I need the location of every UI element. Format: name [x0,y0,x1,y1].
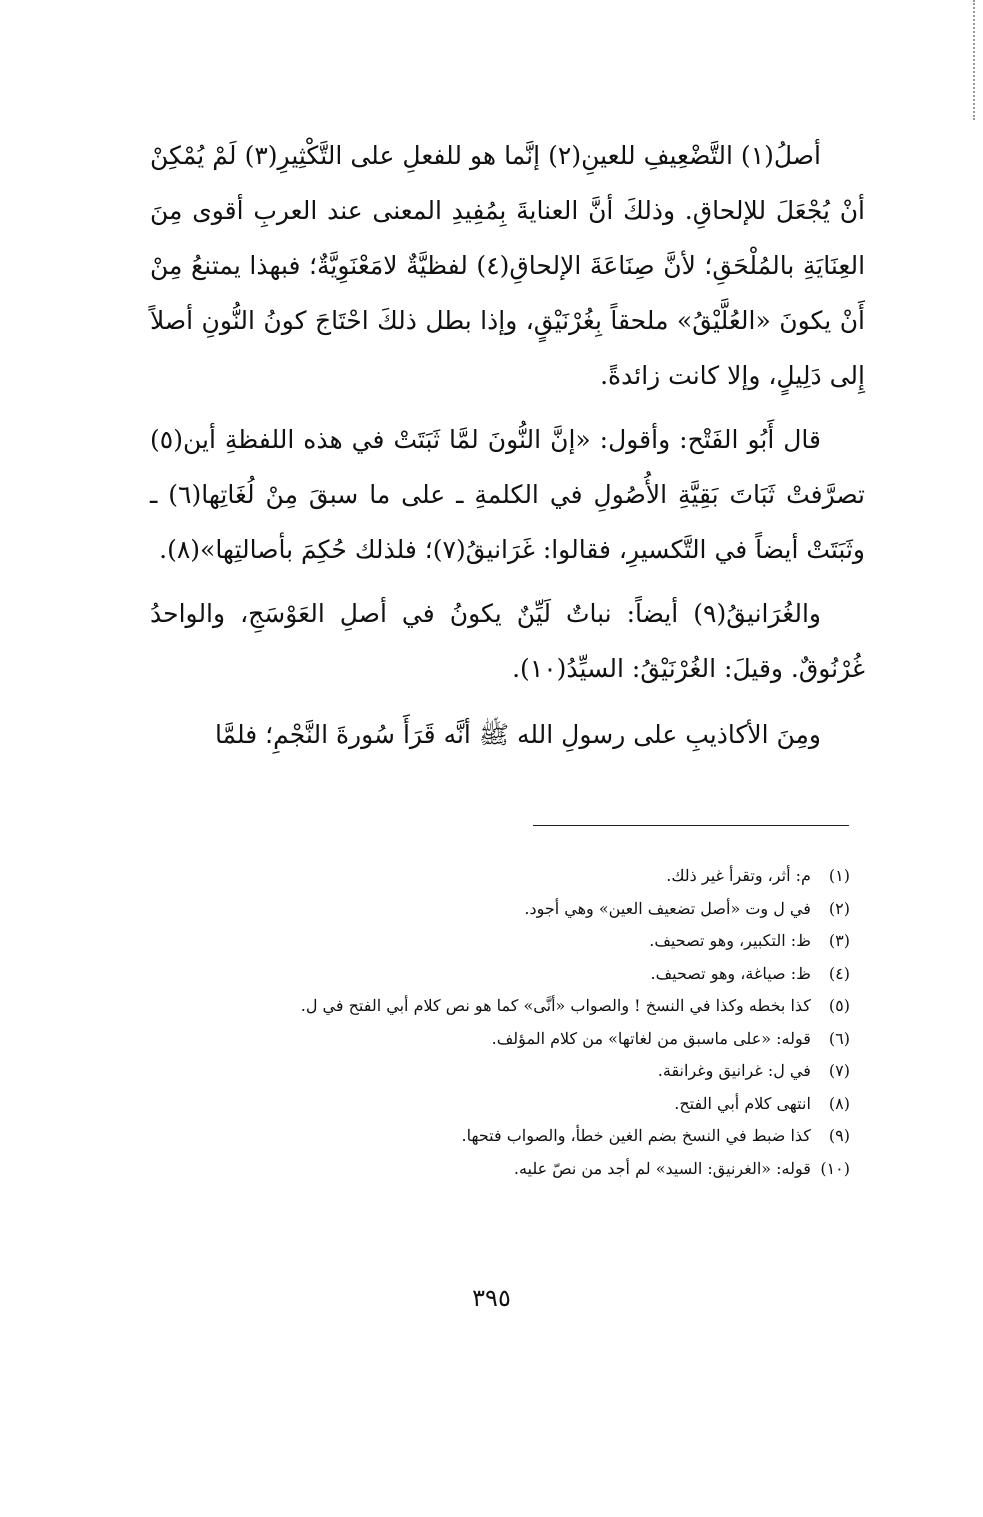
footnote-number: (٣) [828,931,850,950]
footnote-text: كذا ضبط في النسخ بضم الغين خطأ، والصواب فتحها. [461,1126,811,1145]
footnote [150,860,850,893]
footnote-text: قوله: «على ماسبق من لغاتها» من كلام المؤلف. [491,1028,811,1048]
footnote-number: (١٠) [820,1158,850,1178]
footnote [150,1023,850,1056]
footnote-text: ظ: التكبير، وهو تصحيف. [649,931,811,950]
footnote-number: (٩) [828,1126,850,1145]
footnote-number: (٢) [828,898,850,918]
footnote-number: (٥) [828,996,850,1015]
footnote [150,893,850,926]
footnote-number: (٧) [828,1061,850,1080]
footnote-number: (٤) [828,963,850,983]
footnote-number: (٨) [828,1093,850,1113]
footnote [150,1153,850,1186]
footnote [150,925,850,958]
footnote [150,1088,850,1121]
footnote-number: (١) [828,866,850,885]
footnote-number: (٦) [828,1028,850,1048]
paragraph-1: أصلُ(١) التَّضْعِيفِ للعينِ(٢) إنَّما هو للفعلِ على التَّكْثِيرِ(٣) لَمْ يُمْكِنْ أنْ يُجْعَلَ للإلحاقِ. وذلكَ أنَّ العنايةَ بِمُفِيدِ المعنى عند العربِ أقوى مِنَ العِنَايَةِ بالمُلْحَقِ؛ لأنَّ صِنَاعَةَ الإلحاقِ(٤) لفظيَّةٌ لامَعْنَوِيَّةٌ؛ فبهذا يمتنعُ مِنْ أَنْ يكونَ «العُلَّيْقُ» ملحقاً بِغُرْنَيْقٍ، وإذا بطل ذلكَ احْتَاجَ كونُ النُّونِ أصلاً إِلى دَلِيلٍ، وإلا كانت زائدةً. [150,141,866,390]
footnote-separator [533,825,849,826]
footnote [150,1055,850,1088]
footnote-text: في ل: غرانيق وغرانقة. [657,1061,811,1080]
footnotes-list [150,860,850,1185]
footnote-text: في ل وت «أصل تضعيف العين» وهي أجود. [524,898,811,918]
paragraph-3: والغُرَانيقُ(٩) أيضاً: نباتٌ لَيِّنٌ يكونُ في أصلِ العَوْسَجِ، والواحدُ غُرْنُوقٌ. وقيلَ: الغُرْنَيْقُ: السيِّدُ(١٠). [150,599,865,683]
page-number: ٣٩٥ [472,1284,511,1312]
main-text [150,128,865,762]
scan-edge-marks [973,0,975,120]
footnote-text: ظ: صياغة، وهو تصحيف. [650,963,811,983]
footnote-text: كذا بخطه وكذا في النسخ ! والصواب «أنَّى» كما هو نص كلام أبي الفتح في ل. [300,996,811,1015]
footnote-text: قوله: «الغرنيق: السيد» لم أجد من نصّ عليه. [513,1158,811,1178]
footnote [150,1120,850,1153]
footnote-text: انتهى كلام أبي الفتح. [674,1093,811,1113]
footnote [150,990,850,1023]
paragraph-4: ومِنَ الأكاذيبِ على رسولِ الله ﷺ أنَّه قَرَأَ سُورةَ النَّجْمِ؛ فلمَّا [214,720,821,749]
footnote [150,958,850,991]
paragraph-2: قال أَبُو الفَتْح: وأقول: «إنَّ النُّونَ لمَّا ثَبَتَتْ في هذه اللفظةِ أين(٥) تصرَّفتْ ثَبَاتَ بَقِيَّةِ الأُصُولِ في الكلمةِ ـ على ما سبقَ مِنْ لُغَاتِها(٦) ـ وثَبَتَتْ أيضاً في التَّكسيرِ، فقالوا: غَرَانيقُ(٧)؛ فلذلك حُكِمَ بأصالتِها»(٨). [150,425,866,564]
footnote-text: م: أثر، وتقرأ غير ذلك. [666,866,811,885]
